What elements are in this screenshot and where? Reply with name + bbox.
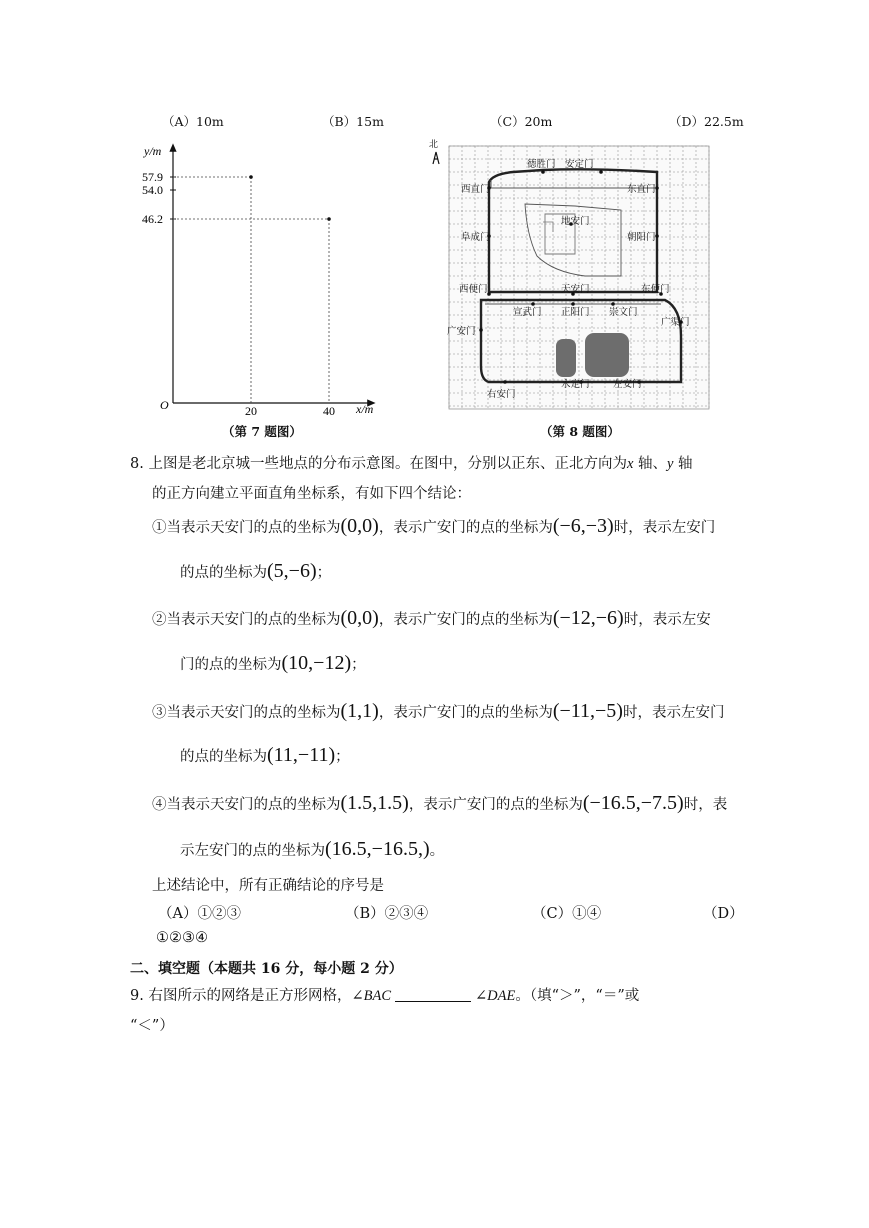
map-gate-dot <box>531 302 535 306</box>
north-arrow-icon <box>433 152 439 164</box>
map-gate-label: 广渠门 <box>661 318 690 328</box>
figure-7-marks <box>142 170 335 418</box>
x-tick-label: 40 <box>323 404 335 418</box>
y-tick-label: 57.9 <box>142 170 163 184</box>
q9-line-2: “＜”） <box>130 1018 174 1034</box>
temple-block-right <box>585 333 629 377</box>
map-gate-dot <box>541 170 545 174</box>
data-point <box>249 175 253 179</box>
q8-option-d: （D） <box>703 906 744 922</box>
map-gate-label: 永定门 <box>561 380 590 390</box>
q8-conclusion-4-cont: 示左安门的点的坐标为(16.5,−16.5,)。 <box>180 838 445 860</box>
x-axis-label: x/m <box>356 402 374 416</box>
origin-label: O <box>160 398 169 412</box>
q8-option-c: （C）①④ <box>532 906 602 922</box>
map-gate-dot <box>599 170 603 174</box>
q8-option-d-wrap: ①②③④ <box>156 930 208 946</box>
map-gate-label: 东直门 <box>627 185 656 195</box>
map-gate-dot <box>571 302 575 306</box>
figure-8-caption: （第 8 题图） <box>540 424 620 439</box>
q8-conclusion-2-cont: 门的点的坐标为(10,−12)； <box>180 652 366 674</box>
q8-line-2: 的正方向建立平面直角坐标系，有如下四个结论： <box>152 486 471 502</box>
q8-conclusion-4: ④当表示天安门的点的坐标为(1.5,1.5)，表示广安门的点的坐标为(−16.5,−7.5)时，表 <box>152 792 728 814</box>
north-label: 北 <box>429 139 439 149</box>
map-gate-label: 德胜门 <box>527 160 556 170</box>
q8-conclusion-3: ③当表示天安门的点的坐标为(1,1)，表示广安门的点的坐标为(−11,−5)时，表示左安门 <box>152 700 725 722</box>
y-tick-label: 46.2 <box>142 212 163 226</box>
map-gate-label: 宣武门 <box>513 308 542 318</box>
map-gate-label: 崇文门 <box>609 308 638 318</box>
q7-option-d: （D）22.5m <box>669 114 744 129</box>
map-gate-label: 左安门 <box>613 380 642 390</box>
q9-answer-blank[interactable] <box>395 987 471 1002</box>
q7-option-a: （A）10m <box>162 114 224 129</box>
figure-8-map <box>425 136 715 416</box>
map-gate-label: 正阳门 <box>561 308 590 318</box>
q8-conclusion-3-cont: 的点的坐标为(11,−11)； <box>180 744 350 766</box>
map-gate-label: 东便门 <box>641 285 670 295</box>
map-gate-label: 右安门 <box>487 390 516 400</box>
figure-7-caption: （第 7 题图） <box>222 424 302 439</box>
figure-7-chart <box>130 135 395 420</box>
map-gate-label: 地安门 <box>561 217 590 227</box>
map-gate-label: 天安门 <box>561 285 590 295</box>
temple-block-left <box>556 339 576 377</box>
map-gate-dot <box>655 234 659 238</box>
q8-conclusion-1-cont: 的点的坐标为(5,−6)； <box>180 560 332 582</box>
y-axis-label: y/m <box>144 144 162 158</box>
map-gate-label: 西便门 <box>459 285 488 295</box>
map-gate-label: 西直门 <box>461 185 490 195</box>
q7-option-c: （C）20m <box>490 114 553 129</box>
data-point <box>327 217 331 221</box>
y-tick-label: 54.0 <box>142 183 163 197</box>
map-gate-dot <box>503 380 507 384</box>
map-gate-dot <box>479 328 483 332</box>
map-gate-label: 安定门 <box>565 160 594 170</box>
q8-line-1: 8. 上图是老北京城一些地点的分布示意图。在图中，分别以正东、正北方向为x 轴、y 轴 <box>130 456 693 472</box>
map-gate-dot <box>611 302 615 306</box>
map-gate-dot <box>487 292 491 296</box>
map-gate-label: 阜成门 <box>461 233 490 243</box>
q8-option-b: （B）②③④ <box>345 906 429 922</box>
q9-line-1: 9. 右图所示的网络是正方形网格，∠BAC ∠DAE。（填“＞”，“＝”或 <box>130 988 640 1004</box>
q8-conclusion-2: ②当表示天安门的点的坐标为(0,0)，表示广安门的点的坐标为(−12,−6)时，表示左安 <box>152 607 711 629</box>
q8-conclusion-1: ①当表示天安门的点的坐标为(0,0)，表示广安门的点的坐标为(−6,−3)时，表示左安门 <box>152 515 716 537</box>
x-tick-label: 20 <box>245 404 257 418</box>
q8-option-a: （A）①②③ <box>158 906 241 922</box>
section-2-heading: 二、填空题（本题共 16 分，每小题 2 分） <box>130 961 403 977</box>
map-gate-dot <box>655 186 659 190</box>
q8-question: 上述结论中，所有正确结论的序号是 <box>152 878 384 894</box>
map-gate-label: 朝阳门 <box>627 233 656 243</box>
q7-option-b: （B）15m <box>322 114 384 129</box>
map-gate-label: 广安门 <box>447 327 476 337</box>
